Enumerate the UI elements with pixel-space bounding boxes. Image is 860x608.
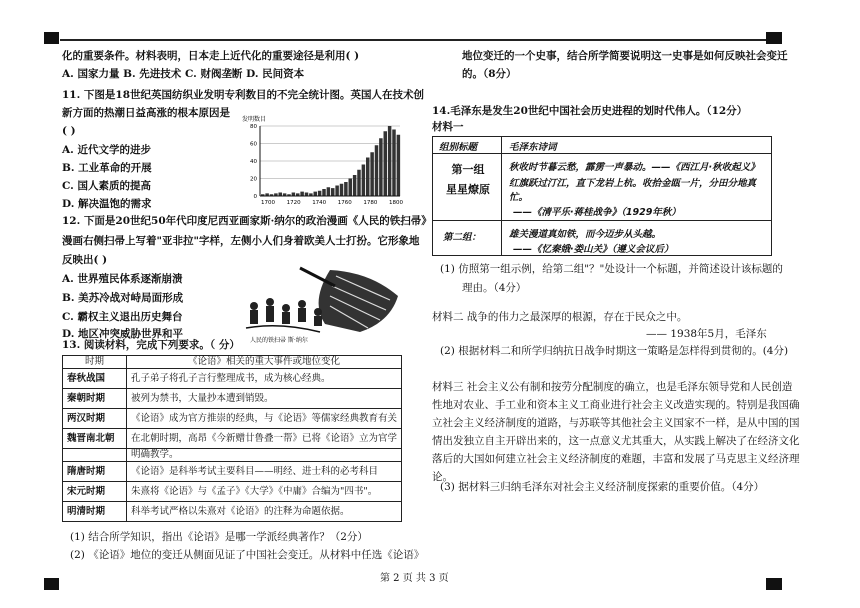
table-row: [63, 409, 402, 429]
t14-header-poems: 毛泽东诗词: [509, 142, 557, 153]
material-3-line5: 落后的大国如何建立社会主义经济制度的难题，丰富和发展了马克思主义经济理: [432, 453, 800, 465]
registration-mark-top-left: [44, 32, 59, 44]
t14-row-divider: [433, 220, 771, 221]
q13-sub2: (2) 《论语》地位的变迁从侧面见证了中国社会变迁。从材料中任选《论语》: [70, 549, 425, 561]
q14-sub3: (3) 据材料三归纳毛泽东对社会主义经济制度探索的重要价值。（4分）: [440, 481, 765, 493]
chart-bar: [300, 192, 304, 196]
chart-bar: [340, 184, 344, 196]
chart-bar: [357, 170, 361, 196]
table-cell-event: 朱熹将《论语》与《孟子》《大学》《中庸》合编为"四书"。: [126, 482, 401, 502]
t14-header-divider: [433, 153, 771, 154]
t14-poem-line3: 忙。: [509, 192, 529, 203]
table-cell-period: 明清时期: [63, 502, 127, 522]
table-cell-event: 被列为禁书，大量抄本遭到销毁。: [126, 389, 401, 409]
table-cell-period: [63, 449, 127, 462]
table-row: [63, 369, 402, 389]
chart-y-tick-label: 20: [250, 176, 257, 183]
lunyu-table: [62, 355, 402, 522]
chart-y-tick-label: 80: [250, 124, 257, 130]
chart-bar: [331, 188, 335, 196]
q11-stem-line2: 新方面的热潮日益高涨的根本原因是: [62, 107, 230, 119]
q11-stem-line1: 11. 下图是18世纪英国纺织业发明专利数目的不完全统计图。英国人在技术创: [62, 89, 425, 101]
q13-sub1: (1) 结合所学知识，指出《论语》是哪一学派经典著作？（2分）: [70, 531, 368, 543]
chart-bar: [366, 158, 370, 197]
q12-option-b: B. 美苏冷战对峙局面形成: [62, 292, 184, 304]
chart-x-tick-label: 1700: [261, 200, 275, 206]
table-header-period: 时期: [63, 356, 127, 369]
table-cell-period: 宋元时期: [63, 482, 127, 502]
q13-sub2-cont2: 的。（8分）: [462, 68, 517, 80]
table-row: [63, 482, 402, 502]
material-2: 材料二 战争的伟力之最深厚的根源，存在于民众之中。: [432, 311, 688, 323]
chart-bar: [349, 179, 353, 197]
t14-group1-title: 星星燎原: [446, 183, 490, 196]
mao-poem-table: [432, 136, 772, 256]
page-footer: 第 2 页 共 3 页: [380, 573, 449, 584]
chart-y-tick-label: 40: [250, 159, 257, 165]
q13-stem: 13. 阅读材料，完成下列要求。（ 分）: [62, 339, 240, 351]
q12-option-c: C. 霸权主义退出历史舞台: [62, 311, 183, 323]
top-rule: [60, 39, 766, 41]
chart-bar: [327, 187, 331, 196]
q11-option-a: A. 近代文学的进步: [62, 144, 151, 156]
chart-bar: [388, 126, 392, 196]
registration-mark-bottom-right: [766, 578, 782, 590]
t14-poem-line1: 秋收时节暮云愁，霹雳一声暴动。——《西江月·秋收起义》: [509, 162, 760, 173]
material-3-line2: 性地对农业、手工业和资本主义工商业进行社会主义改造实现的。特别是我国确: [432, 399, 800, 411]
table-row: [63, 502, 402, 522]
table-cell-event: 科举考试严格以朱熹对《论语》的注释为命题依据。: [126, 502, 401, 522]
chart-ylabel: 发明数目: [242, 116, 267, 123]
table-cell-period: 魏晋南北朝: [63, 429, 127, 449]
table-cell-period: 秦朝时期: [63, 389, 127, 409]
q12-stem-line1: 12. 下面是20世纪50年代印度尼西亚画家斯·纳尔的政治漫画《人民的铁扫帚》: [62, 215, 432, 227]
cartoon-caption: 人民的铁扫帚 斯·纳尔: [250, 337, 308, 344]
chart-bar: [362, 165, 366, 197]
material-3-line3: 立社会主义经济制度的道路，与苏联等其他社会主义国家不一样，是从中国的国: [432, 417, 800, 429]
chart-y-tick-label: 60: [250, 141, 257, 148]
broom-cartoon-image: [240, 262, 408, 346]
table-cell-period: 春秋战国: [63, 369, 127, 389]
table-cell-event: 孔子弟子将孔子言行整理成书，成为核心经典。: [126, 369, 401, 389]
chart-bar: [292, 193, 296, 197]
patent-bar-chart: [230, 112, 406, 208]
table-cell-period: 两汉时期: [63, 409, 127, 429]
chart-x-tick-label: 1740: [312, 200, 327, 206]
q12-stem-line3: 反映出( ): [62, 254, 108, 266]
chart-bar: [392, 130, 396, 197]
chart-bar: [370, 152, 374, 196]
chart-bar: [318, 191, 322, 196]
t14-poem-line2: 红旗跃过汀江，直下龙岩上杭。收拾金瓯一片，分田分地真: [509, 178, 757, 189]
chart-bar: [344, 182, 348, 196]
t14-poem-line5: 雄关漫道真如铁，而今迈步从头越。: [509, 229, 662, 240]
material-3-line4: 情出发独立自主开辟出来的，这一点意义尤其重大，从实践上解决了在经济文化: [432, 435, 800, 447]
table-cell-event: 明确教学。: [126, 449, 401, 462]
chart-bar: [322, 189, 326, 196]
q14-sub1-line2: 理由。（4分）: [462, 282, 527, 294]
t14-poem-line6: ——《忆秦娥·娄山关》（遵义会议后）: [513, 244, 674, 255]
chart-bar: [279, 193, 283, 197]
table-cell-period: 隋唐时期: [63, 462, 127, 482]
table-header-row: [63, 356, 402, 369]
chart-x-tick-label: 1760: [337, 200, 352, 206]
table-row: [63, 389, 402, 409]
material-2-source: —— 1938年5月，毛泽东: [646, 328, 767, 340]
q14-sub1-line1: (1) 仿照第一组示例，给第二组"？"处设计一个标题，并简述设计该标题的: [440, 263, 783, 275]
q10-tail: 化的重要条件。材料表明，日本走上近代化的重要途径是利用( ): [62, 50, 360, 62]
chart-bar: [353, 175, 357, 196]
material-1-label: 材料一: [432, 121, 464, 133]
q12-stem-line2: 漫画右侧扫帚上写着"亚非拉"字样，左侧小人们身着欧美人士打扮。它形象地: [62, 235, 420, 247]
q12-option-a: A. 世界殖民体系逐渐崩溃: [62, 273, 183, 285]
material-3-line6: 论。: [432, 471, 453, 483]
chart-bar: [305, 193, 309, 197]
chart-bar: [375, 145, 379, 196]
table-header-event: 《论语》相关的重大事件或地位变化: [126, 356, 401, 369]
chart-x-tick-label: 1800: [389, 200, 403, 206]
chart-bar: [397, 135, 401, 196]
q12-option-d: D. 地区冲突威胁世界和平: [62, 328, 184, 340]
t14-group1-name: 第一组: [451, 163, 485, 176]
q13-sub2-cont1: 地位变迁的一个史事，结合所学简要说明这一史事是如何反映社会变迁: [462, 50, 788, 62]
table-cell-event: 《论语》是科举考试主要科目——明经、进士科的必考科目: [126, 462, 401, 482]
q14-sub2: (2) 根据材料二和所学归纳抗日战争时期这一策略是怎样得到贯彻的。(4分): [440, 345, 789, 357]
registration-mark-bottom-left: [44, 578, 59, 590]
q10-options: A. 国家力量 B. 先进技术 C. 财阀垄断 D. 民间资本: [62, 68, 305, 80]
q14-stem: 14.毛泽东是发生20世纪中国社会历史进程的划时代伟人。（12分）: [432, 105, 748, 117]
table-row: [63, 429, 402, 449]
chart-bar: [379, 138, 383, 196]
chart-x-tick-label: 1720: [286, 200, 301, 206]
q11-option-c: C. 国人素质的提高: [62, 180, 151, 192]
table-cell-event: 《论语》成为官方推崇的经典，与《论语》等儒家经典教育有关: [126, 409, 401, 429]
chart-bar: [335, 186, 339, 197]
t14-col-divider: [501, 137, 502, 255]
table-cell-event: 在北朝时期，高昂《今新赠廿鲁叠一帮》已将《论语》立为官学: [126, 429, 401, 449]
chart-bar: [314, 192, 318, 196]
chart-x-tick-label: 1780: [363, 200, 378, 206]
q11-answer-paren: ( ): [62, 125, 76, 137]
q11-option-d: D. 解决温饱的需求: [62, 198, 152, 210]
registration-mark-top-right: [766, 32, 782, 44]
t14-poem-line4: ——《清平乐·蒋桂战争》（1929年秋）: [513, 207, 681, 218]
table-row: [63, 462, 402, 482]
material-3-line1: 材料三 社会主义公有制和按劳分配制度的确立，也是毛泽东领导党和人民创造: [432, 381, 793, 393]
table-row: [63, 449, 402, 462]
chart-bar: [384, 131, 388, 196]
q11-option-b: B. 工业革命的开展: [62, 162, 152, 174]
t14-group2-name: 第二组：: [443, 232, 482, 243]
chart-y-tick-label: 0: [253, 194, 257, 200]
t14-header-group: 组别标题: [439, 142, 478, 153]
